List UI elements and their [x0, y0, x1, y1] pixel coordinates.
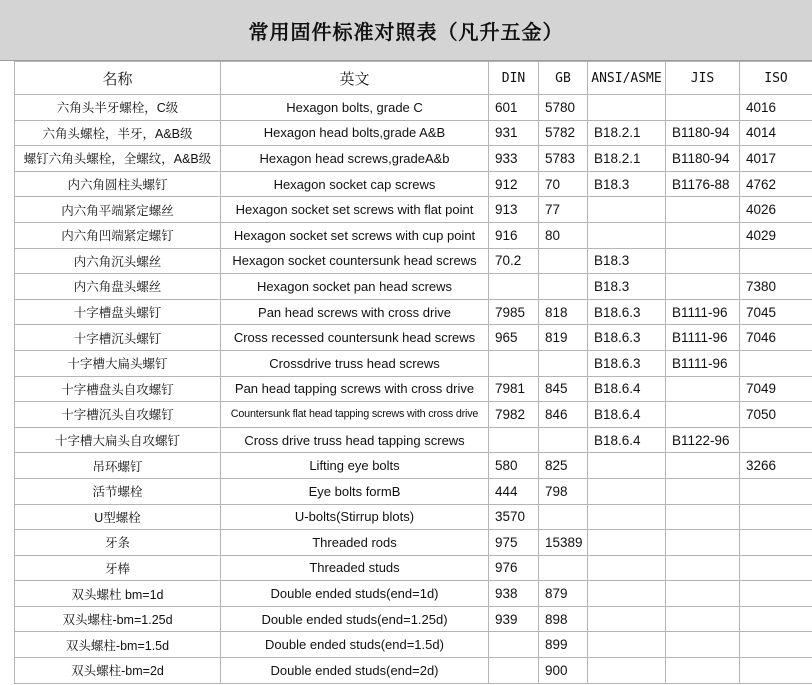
cell-ansi: [588, 453, 666, 479]
cell-english: Hexagon socket countersunk head screws: [221, 248, 489, 274]
cell-gb: 70: [539, 171, 588, 197]
cell-gb: [539, 504, 588, 530]
table-header-row: [15, 62, 812, 95]
cell-ansi: B18.6.3: [588, 350, 666, 376]
cell-din: 580: [489, 453, 539, 479]
cell-gb: 845: [539, 376, 588, 402]
cell-iso: [740, 658, 812, 684]
cell-din: 444: [489, 478, 539, 504]
table-row: [15, 427, 812, 453]
cell-ansi: [588, 581, 666, 607]
cell-iso: [740, 478, 812, 504]
header-ansi: ANSI/ASME: [588, 62, 666, 95]
cell-english: Hexagon socket set screws with cup point: [221, 222, 489, 248]
cell-ansi: B18.3: [588, 248, 666, 274]
cell-name: 六角头半牙螺栓，C级: [15, 95, 221, 121]
cell-gb: [539, 248, 588, 274]
cell-gb: 898: [539, 606, 588, 632]
cell-iso: 4762: [740, 171, 812, 197]
cell-gb: 818: [539, 299, 588, 325]
cell-english: Cross drive truss head tapping screws: [221, 427, 489, 453]
cell-iso: [740, 530, 812, 556]
cell-english: Hexagon bolts, grade C: [221, 95, 489, 121]
cell-din: [489, 427, 539, 453]
cell-name: 十字槽大扁头自攻螺钉: [15, 427, 221, 453]
cell-jis: [666, 376, 740, 402]
cell-din: 931: [489, 120, 539, 146]
cell-name: 十字槽盘头自攻螺钉: [15, 376, 221, 402]
cell-gb: 5780: [539, 95, 588, 121]
table-row: [15, 95, 812, 121]
cell-english: Cross recessed countersunk head screws: [221, 325, 489, 351]
cell-din: 3570: [489, 504, 539, 530]
cell-english: Eye bolts formB: [221, 478, 489, 504]
cell-gb: 900: [539, 658, 588, 684]
cell-gb: 77: [539, 197, 588, 223]
table-row: [15, 402, 812, 428]
cell-ansi: B18.6.4: [588, 427, 666, 453]
cell-jis: [666, 248, 740, 274]
table-row: [15, 325, 812, 351]
cell-english: Hexagon socket pan head screws: [221, 274, 489, 300]
table-row: [15, 478, 812, 504]
cell-iso: 4016: [740, 95, 812, 121]
cell-ansi: B18.6.3: [588, 325, 666, 351]
cell-din: 965: [489, 325, 539, 351]
cell-gb: [539, 274, 588, 300]
cell-jis: B1180-94: [666, 146, 740, 172]
cell-name: 内六角凹端紧定螺钉: [15, 222, 221, 248]
cell-iso: 4017: [740, 146, 812, 172]
cell-din: 7985: [489, 299, 539, 325]
cell-gb: 5782: [539, 120, 588, 146]
cell-name: 牙棒: [15, 555, 221, 581]
table-row: [15, 530, 812, 556]
cell-iso: 4029: [740, 222, 812, 248]
cell-jis: [666, 632, 740, 658]
cell-iso: 4026: [740, 197, 812, 223]
table-row: [15, 555, 812, 581]
cell-name: 内六角圆柱头螺钉: [15, 171, 221, 197]
cell-gb: 825: [539, 453, 588, 479]
cell-ansi: B18.3: [588, 171, 666, 197]
cell-ansi: [588, 478, 666, 504]
cell-jis: [666, 453, 740, 479]
cell-english: Lifting eye bolts: [221, 453, 489, 479]
cell-jis: [666, 555, 740, 581]
cell-english: Double ended studs(end=2d): [221, 658, 489, 684]
cell-name: U型螺栓: [15, 504, 221, 530]
cell-jis: [666, 581, 740, 607]
cell-name: 双头螺柱-bm=1.5d: [15, 632, 221, 658]
cell-name: 十字槽沉头自攻螺钉: [15, 402, 221, 428]
cell-din: 7981: [489, 376, 539, 402]
cell-din: [489, 350, 539, 376]
cell-iso: [740, 504, 812, 530]
cell-ansi: [588, 504, 666, 530]
table-row: [15, 453, 812, 479]
standards-table-container: [14, 61, 812, 684]
cell-english: Hexagon socket cap screws: [221, 171, 489, 197]
cell-ansi: B18.3: [588, 274, 666, 300]
cell-name: 十字槽盘头螺钉: [15, 299, 221, 325]
cell-din: 976: [489, 555, 539, 581]
cell-iso: 7046: [740, 325, 812, 351]
cell-iso: [740, 581, 812, 607]
cell-iso: 4014: [740, 120, 812, 146]
cell-din: 913: [489, 197, 539, 223]
page-title: 常用固件标准对照表（凡升五金）: [0, 0, 812, 61]
cell-jis: B1111-96: [666, 350, 740, 376]
header-jis: JIS: [666, 62, 740, 95]
cell-jis: B1111-96: [666, 325, 740, 351]
cell-gb: 819: [539, 325, 588, 351]
cell-ansi: [588, 555, 666, 581]
cell-jis: [666, 658, 740, 684]
cell-ansi: B18.6.4: [588, 376, 666, 402]
cell-english: Double ended studs(end=1.25d): [221, 606, 489, 632]
header-din: DIN: [489, 62, 539, 95]
cell-din: 912: [489, 171, 539, 197]
table-row: [15, 632, 812, 658]
cell-ansi: B18.2.1: [588, 146, 666, 172]
cell-iso: [740, 606, 812, 632]
table-row: [15, 299, 812, 325]
cell-name: 内六角平端紧定螺丝: [15, 197, 221, 223]
cell-gb: [539, 555, 588, 581]
cell-iso: 7380: [740, 274, 812, 300]
cell-gb: 80: [539, 222, 588, 248]
cell-name: 吊环螺钉: [15, 453, 221, 479]
table-row: [15, 606, 812, 632]
cell-jis: B1180-94: [666, 120, 740, 146]
cell-ansi: [588, 530, 666, 556]
cell-din: 938: [489, 581, 539, 607]
cell-name: 内六角沉头螺丝: [15, 248, 221, 274]
cell-din: 70.2: [489, 248, 539, 274]
cell-name: 双头螺柱-bm=1.25d: [15, 606, 221, 632]
cell-english: Hexagon socket set screws with flat point: [221, 197, 489, 223]
cell-english: Crossdrive truss head screws: [221, 350, 489, 376]
cell-jis: [666, 478, 740, 504]
cell-din: 601: [489, 95, 539, 121]
cell-english: Double ended studs(end=1.5d): [221, 632, 489, 658]
cell-din: [489, 632, 539, 658]
cell-iso: 7045: [740, 299, 812, 325]
table-row: [15, 146, 812, 172]
cell-din: [489, 274, 539, 300]
cell-din: 975: [489, 530, 539, 556]
cell-english: U-bolts(Stirrup blots): [221, 504, 489, 530]
cell-english: Pan head screws with cross drive: [221, 299, 489, 325]
cell-english: Hexagon head bolts,grade A&B: [221, 120, 489, 146]
cell-iso: [740, 427, 812, 453]
cell-gb: 879: [539, 581, 588, 607]
cell-jis: [666, 274, 740, 300]
cell-ansi: B18.6.4: [588, 402, 666, 428]
cell-din: 916: [489, 222, 539, 248]
cell-iso: [740, 555, 812, 581]
cell-ansi: [588, 222, 666, 248]
cell-ansi: B18.6.3: [588, 299, 666, 325]
cell-jis: [666, 606, 740, 632]
cell-jis: [666, 95, 740, 121]
cell-name: 双头螺杜 bm=1d: [15, 581, 221, 607]
cell-ansi: [588, 632, 666, 658]
header-gb: GB: [539, 62, 588, 95]
cell-gb: [539, 350, 588, 376]
header-name: 名称: [15, 62, 221, 95]
cell-jis: B1122-96: [666, 427, 740, 453]
cell-english: Threaded studs: [221, 555, 489, 581]
cell-din: 7982: [489, 402, 539, 428]
cell-jis: [666, 197, 740, 223]
cell-name: 牙条: [15, 530, 221, 556]
table-row: [15, 376, 812, 402]
cell-gb: 846: [539, 402, 588, 428]
cell-ansi: [588, 658, 666, 684]
cell-ansi: [588, 95, 666, 121]
cell-english: Threaded rods: [221, 530, 489, 556]
cell-name: 六角头螺栓，半牙，A&B级: [15, 120, 221, 146]
cell-jis: B1176-88: [666, 171, 740, 197]
cell-english: Hexagon head screws,gradeA&b: [221, 146, 489, 172]
table-row: [15, 658, 812, 684]
table-row: [15, 171, 812, 197]
cell-gb: 899: [539, 632, 588, 658]
cell-gb: [539, 427, 588, 453]
cell-ansi: [588, 606, 666, 632]
cell-iso: 7050: [740, 402, 812, 428]
cell-jis: B1111-96: [666, 299, 740, 325]
cell-name: 十字槽大扁头螺钉: [15, 350, 221, 376]
cell-gb: 5783: [539, 146, 588, 172]
cell-iso: 7049: [740, 376, 812, 402]
cell-iso: [740, 350, 812, 376]
cell-name: 活节螺栓: [15, 478, 221, 504]
standards-table: [14, 61, 812, 684]
cell-english: Pan head tapping screws with cross drive: [221, 376, 489, 402]
table-row: [15, 581, 812, 607]
table-row: [15, 197, 812, 223]
cell-name: 十字槽沉头螺钉: [15, 325, 221, 351]
cell-din: 939: [489, 606, 539, 632]
table-row: [15, 504, 812, 530]
header-english: 英文: [221, 62, 489, 95]
header-iso: ISO: [740, 62, 812, 95]
cell-jis: [666, 504, 740, 530]
cell-english: Countersunk flat head tapping screws with cross drive: [221, 402, 489, 428]
cell-gb: 15389: [539, 530, 588, 556]
table-row: [15, 248, 812, 274]
cell-gb: 798: [539, 478, 588, 504]
table-body: [15, 95, 812, 684]
cell-din: 933: [489, 146, 539, 172]
table-row: [15, 274, 812, 300]
cell-ansi: [588, 197, 666, 223]
cell-name: 双头螺柱-bm=2d: [15, 658, 221, 684]
cell-iso: [740, 632, 812, 658]
table-row: [15, 222, 812, 248]
cell-ansi: B18.2.1: [588, 120, 666, 146]
cell-din: [489, 658, 539, 684]
cell-name: 内六角盘头螺丝: [15, 274, 221, 300]
cell-jis: [666, 402, 740, 428]
cell-jis: [666, 530, 740, 556]
table-row: [15, 350, 812, 376]
cell-iso: [740, 248, 812, 274]
cell-jis: [666, 222, 740, 248]
cell-english: Double ended studs(end=1d): [221, 581, 489, 607]
table-row: [15, 120, 812, 146]
cell-iso: 3266: [740, 453, 812, 479]
cell-name: 螺钉六角头螺栓，全螺纹，A&B级: [15, 146, 221, 172]
